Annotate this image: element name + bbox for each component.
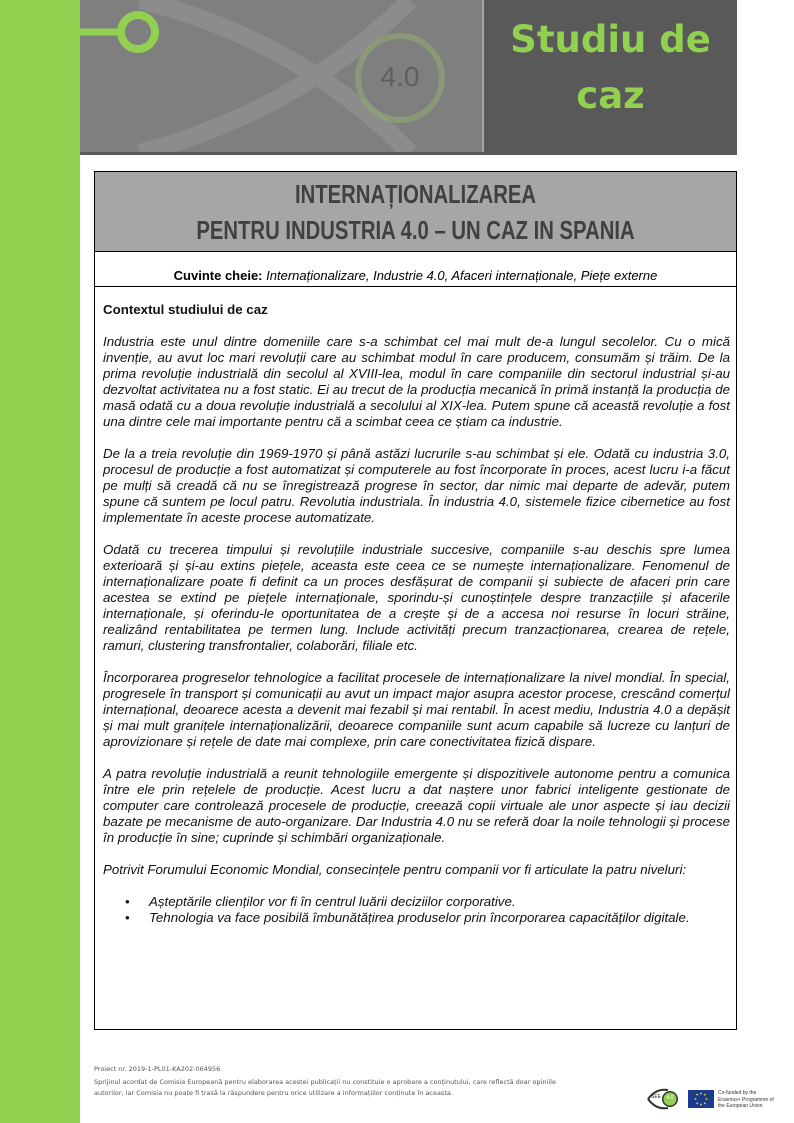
section-heading: Contextul studiului de caz xyxy=(103,302,268,317)
footer xyxy=(94,1064,574,1100)
see-logo-number: 4.0 xyxy=(666,1095,674,1101)
case-study-box xyxy=(94,171,737,1030)
paragraph: Industria este unul dintre domeniile care s-a schimbat cel mai mult de-a lungul secolelor. Cu o mică invenție, au avut loc mari revoluții care au schimbat modul în care producem, consumăm și trăim. De la prima revoluție industrială din secolul al XVIII-lea, modul în care companiile din sectorul industrial și-au dezvoltat activitatea nu a fost static. Ei au trecut de la producția mecanică în primă instanță la producția de masă odată cu a doua revoluție industrială a secolului al XIX-lea. Putem spune că această revoluție a fost una dintre cele mai importante pentru că a scimbat ceea ce știam ca industrie. xyxy=(103,334,730,429)
document-title-cell xyxy=(95,172,736,252)
eu-flag-icon xyxy=(688,1090,714,1108)
disclaimer: Sprijinul acordat de Comisia Europeană pentru elaborarea acestei publicații nu constituie o aprobare a conținutului, care reflectă doar opiniile autorilor, iar Comisia nu poate fi trasă la răspundere pentru orice utilizare a informațiilor conținute în aceasta. xyxy=(94,1077,556,1097)
keywords-label: Cuvinte cheie: xyxy=(173,268,263,283)
keywords-value: Internaționalizare, Industrie 4.0, Afaceri internaționale, Piețe externe xyxy=(266,268,658,283)
header-logo-panel xyxy=(80,0,482,153)
project-number: Proiect nr. 2019-1-PL01-KA202-064956 xyxy=(94,1065,221,1073)
paragraph: Odată cu trecerea timpului și revoluțiile industriale succesive, companiile s-au deschis spre lumea exterioară și și-au extins piețele, aceasta este ceea ce se numește internaționalizare. Fenomenul de internaționalizare poate fi definit ca un proces desfășurat de companii și subiecte de afaceri prin care acestea se extind pe piețele internaționale, sporindu-și cunoștințele despre tranzacțiile și afacerile internaționale, și oferindu-le oportunitatea de a crește și de a accesa noi resurse în locuri străine, realizând rentabilitatea pe termen lung. Include activități precum tranzacționarea, crearea de rețele, ramuri, clustering transfrontalier, colaborări, filiale etc. xyxy=(103,542,730,653)
case-study-content xyxy=(103,302,730,926)
bullet-item: • Tehnologia va face posibilă îmbunătățirea produselor prin încorporarea capacităților digitale. xyxy=(125,910,730,926)
document-title-line2: PENTRU INDUSTRIA 4.0 – UN CAZ IN SPANIA xyxy=(196,215,635,245)
header-divider xyxy=(80,152,737,155)
bullet-list xyxy=(103,894,730,926)
case-study-heading xyxy=(484,12,737,124)
eu-funding-text: Co-funded by the Erasmus+ Programme of the European Union xyxy=(718,1090,774,1109)
logo-version-text: 4.0 xyxy=(380,61,420,92)
bullet-item: • Așteptările clienților vor fi în centrul luării deciziilor corporative. xyxy=(125,894,730,910)
paragraph: A patra revoluție industrială a reunit tehnologiile emergente și dispozitivele autonome pentru a comunica între ele prin rețelele de producție. Acest lucru a dat naștere unor fabrici inteligente gestionate de computer care controlează procesele de producție, creează copii virtuale ale unor aspecte și iau decizii bazate pe mecanisme de auto-organizare. Dar Industria 4.0 nu se referă doar la noile tehnologii și procese în producție în sine; cuprinde și schimbări organizaționale. xyxy=(103,766,730,845)
paragraph: Încorporarea progreselor tehnologice a facilitat procesele de internaționalizare la nivel mondial. În special, progresele în transport și comunicații au avut un impact major asupra acestor procese, crescând comerțul internațional, deoarece acesta a devenit mai fezabil și mai rentabil. În acest mediu, Industria 4.0 a depășit și mai mult granițele internaționalizării, deoarece companiile sunt acum capabile să lucreze cu lanțuri de aprovizionare și rețele de date mai complexe, prin care conectivitatea fizică dispare. xyxy=(103,670,730,749)
footer-logos xyxy=(646,1088,680,1115)
paragraph: Potrivit Forumului Economic Mondial, consecințele pentru companii vor fi articulate la patru niveluri: xyxy=(103,862,687,877)
document-title-line1: INTERNAȚIONALIZAREA xyxy=(294,179,537,209)
paragraph: De la a treia revoluție din 1969-1970 și până astăzi lucrurile s-au schimbat și ele. Odată cu industria 3.0, procesul de producție a fost automatizat și computerele au fost încorporate în proces, acest lucru i-a făcut pe mulți să creadă că nu se înregistrează progrese în sector, dar nimic mai departe de adevăr, putem spune că suntem pe locul patru. Revolutia industriala. În industria 4.0, sistemele fizice cibernetice au fost implementate în aceste procese automatizate. xyxy=(103,446,730,525)
see-logo-text: SEE xyxy=(651,1094,662,1100)
keywords-row xyxy=(95,252,736,287)
header-title-panel xyxy=(482,0,737,153)
case-study-heading-line2: caz xyxy=(576,74,645,117)
left-green-bar xyxy=(0,0,80,1123)
case-study-heading-line1: Studiu de xyxy=(510,18,711,61)
